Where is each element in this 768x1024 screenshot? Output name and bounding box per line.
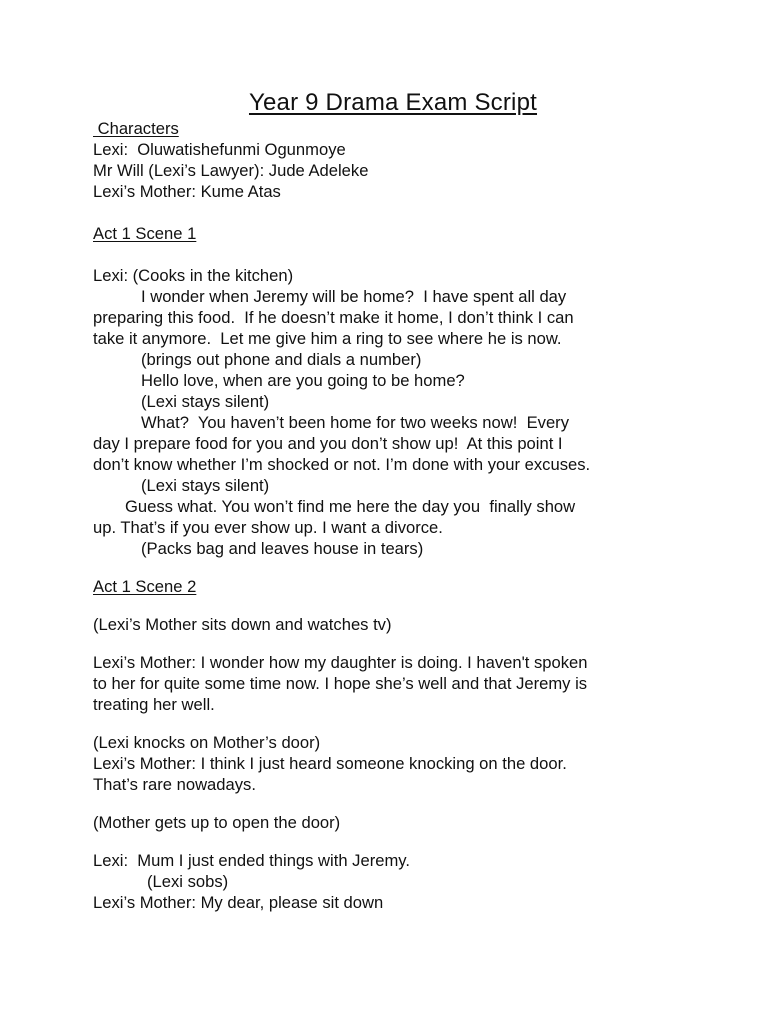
stage-direction: (Lexi sobs)	[147, 872, 229, 891]
script-line: What? You haven’t been home for two weeks now! Every	[141, 413, 569, 432]
script-line: I wonder when Jeremy will be home? I have spent all day	[141, 287, 567, 306]
script-line: Hello love, when are you going to be home?	[141, 371, 465, 390]
script-line: don’t know whether I’m shocked or not. I’m done with your excuses.	[93, 455, 591, 474]
script-line: Lexi: Mum I just ended things with Jeremy.	[93, 851, 410, 870]
script-line: treating her well.	[93, 695, 215, 714]
script-line: Lexi’s Mother: I wonder how my daughter is doing. I haven't spoken	[93, 653, 588, 672]
script-line: up. That’s if you ever show up. I want a divorce.	[93, 518, 443, 537]
script-line: to her for quite some time now. I hope she’s well and that Jeremy is	[93, 674, 588, 693]
script-line: Lexi: (Cooks in the kitchen)	[93, 266, 294, 285]
scene1-heading: Act 1 Scene 1	[93, 224, 197, 243]
script-line: day I prepare food for you and you don’t show up! At this point I	[93, 434, 563, 453]
stage-direction: (Lexi’s Mother sits down and watches tv)	[93, 615, 392, 634]
character-line: Lexi: Oluwatishefunmi Ogunmoye	[93, 140, 346, 159]
stage-direction: (Lexi knocks on Mother’s door)	[93, 733, 321, 752]
script-line: preparing this food. If he doesn’t make it home, I don’t think I can	[93, 308, 574, 327]
stage-direction: (Lexi stays silent)	[141, 476, 270, 495]
stage-direction: (brings out phone and dials a number)	[141, 350, 422, 369]
script-page	[93, 86, 693, 913]
character-line: Mr Will (Lexi’s Lawyer): Jude Adeleke	[93, 161, 369, 180]
script-line: Guess what. You won’t find me here the day you finally show	[125, 497, 576, 516]
characters-heading: Characters	[93, 119, 179, 138]
script-line: take it anymore. Let me give him a ring to see where he is now.	[93, 329, 562, 348]
scene2-heading: Act 1 Scene 2	[93, 577, 197, 596]
script-line: That’s rare nowadays.	[93, 775, 256, 794]
stage-direction: (Mother gets up to open the door)	[93, 813, 341, 832]
stage-direction: (Packs bag and leaves house in tears)	[141, 539, 424, 558]
script-line: Lexi’s Mother: My dear, please sit down	[93, 893, 384, 912]
stage-direction: (Lexi stays silent)	[141, 392, 270, 411]
character-line: Lexi’s Mother: Kume Atas	[93, 182, 281, 201]
document-title: Year 9 Drama Exam Script	[248, 89, 538, 116]
script-line: Lexi’s Mother: I think I just heard someone knocking on the door.	[93, 754, 567, 773]
